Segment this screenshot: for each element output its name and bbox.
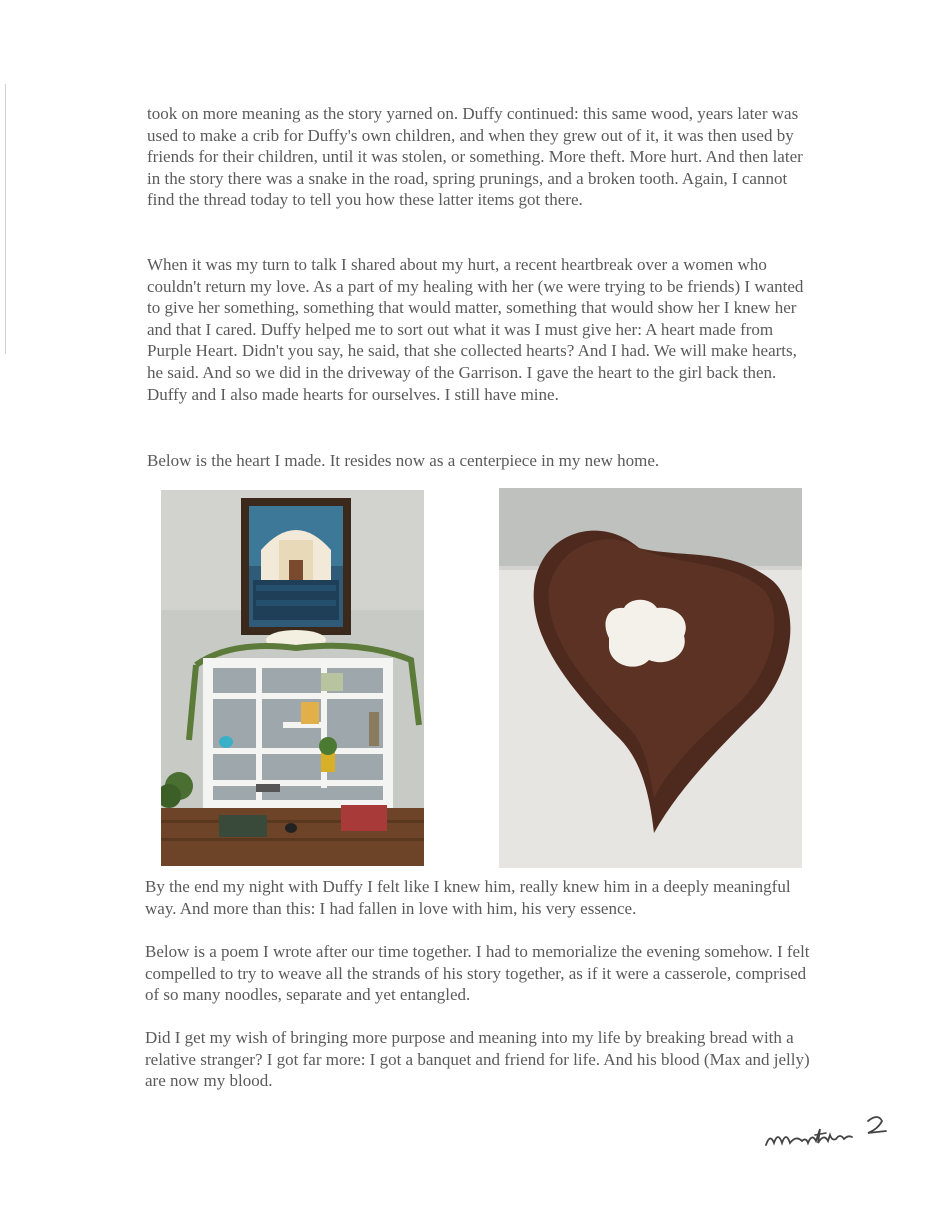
photo-shelf-with-heart [161, 490, 424, 866]
paragraph-heart-intro: Below is the heart I made. It resides now as a centerpiece in my new home. [147, 451, 660, 470]
paragraph-story-continued: took on more meaning as the story yarned on. Duffy continued: this same wood, years later was used to make a crib for Duffy's own children, and when they grew out of it, it was then used by friends for their children, until it was stolen, or something. More theft. More hurt. And then later in the story there was a snake in the road, spring prunings, and a broken tooth. Again, I cannot find the thread today to tell you how these latter items got there. [147, 104, 803, 210]
paragraph-my-turn: When it was my turn to talk I shared about my hurt, a recent heartbreak over a women who couldn't return my love. As a part of my healing with her (we were trying to be friends) I wanted to give her something, something that would matter, something that would show her I knew her and that I cared. Duffy helped me to sort out what it was I must give her: A heart made from Purple Heart. Didn't you say, he said, that she collected hearts? And I had. We will make hearts, he said. And so we did in the driveway of the Garrison. I gave the heart to the girl back then. Duffy and I also made hearts for ourselves. I still have mine. [147, 255, 804, 404]
margin-rule [5, 84, 6, 354]
photo-purple-heart-wood [499, 488, 802, 868]
paragraph-poem-intro: Below is a poem I wrote after our time together. I had to memorialize the evening somehow. I felt compelled to try to weave all the strands of his story together, as if it were a casserole, comprised of so many noodles, separate and yet entangled. [145, 942, 810, 1005]
paragraph-closing: Did I get my wish of bringing more purpose and meaning into my life by breaking bread with a relative stranger? I got far more: I got a banquet and friend for life. And his blood (Max and jelly) are now my blood. [145, 1028, 810, 1091]
paragraph-end-of-night: By the end my night with Duffy I felt like I knew him, really knew him in a deeply meaningful way. And more than this: I had fallen in love with him, his very essence. [145, 877, 791, 918]
handwritten-signature [760, 1105, 900, 1155]
